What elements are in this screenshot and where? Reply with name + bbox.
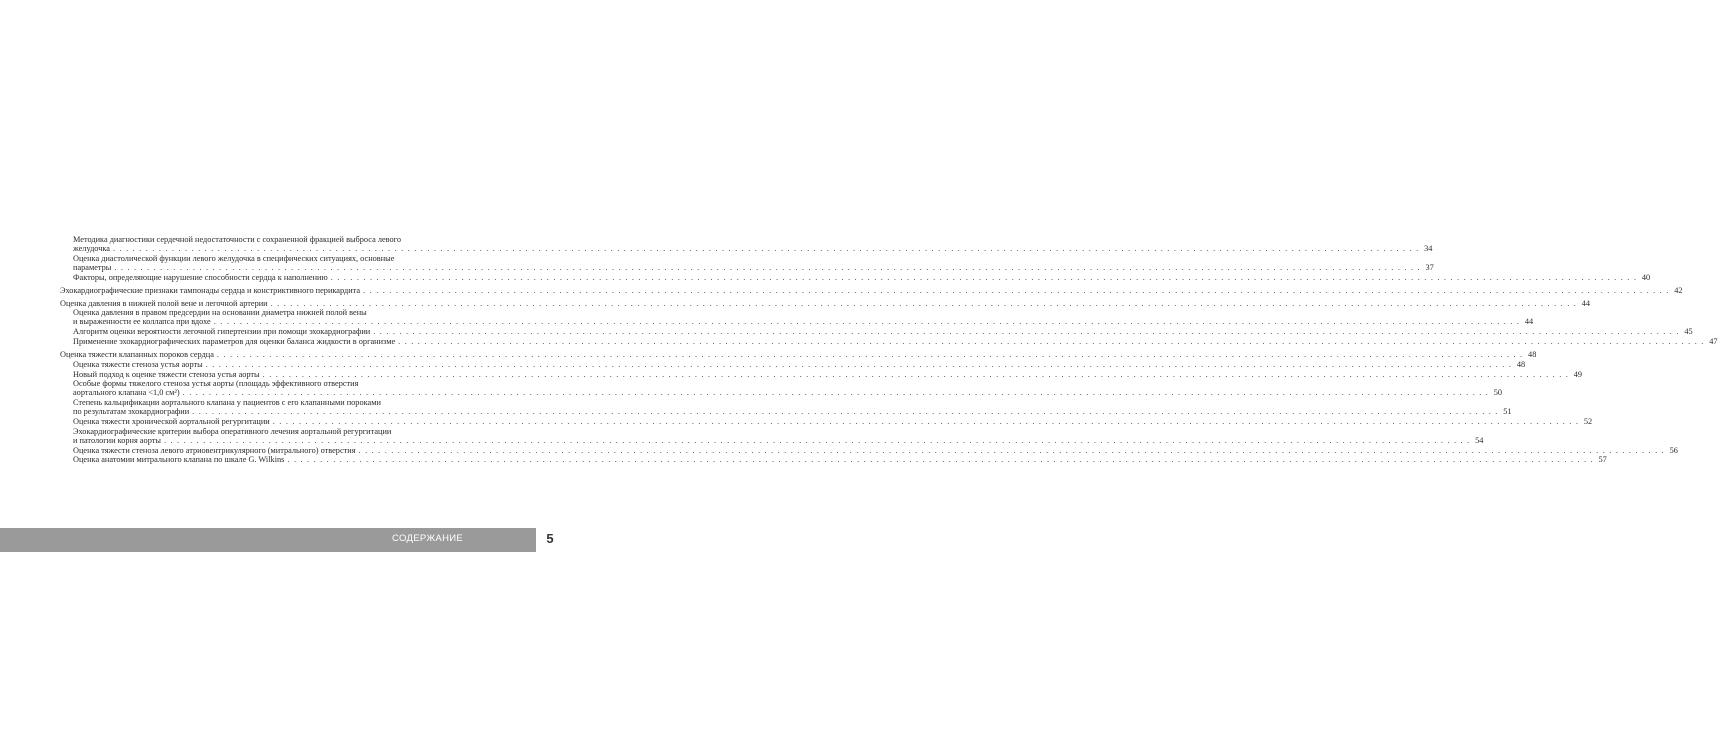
toc-entry-title-line: Методика диагностики сердечной недостаточности с сохраненной фракцией выброса левого [73,235,401,244]
toc-entry[interactable] [60,416,1593,426]
toc-page-number: 42 [1674,285,1683,295]
toc-page-number: 56 [1669,445,1678,455]
toc-entry-title-line: Особые формы тяжелого стеноза устья аорты (площадь эффективного отверстия [73,379,359,389]
toc-entry[interactable] [60,285,1683,295]
dot-leader: . . . . . . . . . . . . . . . . . . . . . . . . . . . . . . . . . . . . . . . . . . . . . . . . . . . . . . . . . . . . . . . . . . . . . . . . . . . . . . . . . . . . . . . . . . . . . . . . . . . . . . . . . . . . . . . . . . . . . . . . . . . . . . . . . . . . . . . . . . . . . . . . . . . . . . . . . . . . . . . . . . . . . . . . . . . . . . . . . . . . . . . . . . . . . . . . . . . . . . . . [205,359,1513,369]
toc-page-number: 44 [1581,298,1591,308]
toc-entry[interactable] [60,426,1484,445]
toc-page-number: 48 [1516,359,1526,369]
toc-entry-title-line: по результатам эхокардиографии [73,407,190,417]
toc-entry[interactable] [60,379,1503,398]
toc-page-number: 34 [1424,244,1433,253]
dot-leader: . . . . . . . . . . . . . . . . . . . . . . . . . . . . . . . . . . . . . . . . . . . . . . . . . . . . . . . . . . . . . . . . . . . . . . . . . . . . . . . . . . . . . . . . . . . . . . . . . . . . . . . . . . . . . . . . . . . . . . . . . . . . . . . . . . . . . . . . . . . . . . . . . . . . . . . . . . . . . . . . . . . . . . . . . . . . . . . . . . . . . . . . . . . . . . . . . . . . . . . . [272,416,1580,426]
table-of-contents [60,235,1718,465]
toc-entry[interactable] [60,359,1526,369]
dot-leader: . . . . . . . . . . . . . . . . . . . . . . . . . . . . . . . . . . . . . . . . . . . . . . . . . . . . . . . . . . . . . . . . . . . . . . . . . . . . . . . . . . . . . . . . . . . . . . . . . . . . . . . . . . . . . . . . . . . . . . . . . . . . . . . . . . . . . . . . . . . . . . . . . . . . . . . . . . . . . . . . . . . . . . . . . . . . . . . . . . . . . . . . . . . . . . . . . . . . . . . . [213,317,1521,327]
dot-leader: . . . . . . . . . . . . . . . . . . . . . . . . . . . . . . . . . . . . . . . . . . . . . . . . . . . . . . . . . . . . . . . . . . . . . . . . . . . . . . . . . . . . . . . . . . . . . . . . . . . . . . . . . . . . . . . . . . . . . . . . . . . . . . . . . . . . . . . . . . . . . . . . . . . . . . . . . . . . . . . . . . . . . . . . . . . . . . . . . . . . . . . . . . . . . . . . . . . . . . . . [216,349,1524,359]
toc-page-number: 48 [1528,349,1537,359]
toc-entry-title-line: Оценка тяжести стеноза левого атриовентрикулярного (митрального) отверстия [73,445,356,455]
toc-page-number: 50 [1493,388,1503,398]
dot-leader: . . . . . . . . . . . . . . . . . . . . . . . . . . . . . . . . . . . . . . . . . . . . . . . . . . . . . . . . . . . . . . . . . . . . . . . . . . . . . . . . . . . . . . . . . . . . . . . . . . . . . . . . . . . . . . . . . . . . . . . . . . . . . . . . . . . . . . . . . . . . . . . . . . . . . . . . . . . . . . . . . . . . . . . . . . . . . . . . . . . . . . . . . . . . . . . . . . . . . . . . [287,455,1594,465]
dot-leader: . . . . . . . . . . . . . . . . . . . . . . . . . . . . . . . . . . . . . . . . . . . . . . . . . . . . . . . . . . . . . . . . . . . . . . . . . . . . . . . . . . . . . . . . . . . . . . . . . . . . . . . . . . . . . . . . . . . . . . . . . . . . . . . . . . . . . . . . . . . . . . . . . . . . . . . . . . . . . . . . . . . . . . . . . . . . . . . . . . . . . . . . . . . . . . . . . . . . . . . . [373,327,1680,337]
dot-leader: . . . . . . . . . . . . . . . . . . . . . . . . . . . . . . . . . . . . . . . . . . . . . . . . . . . . . . . . . . . . . . . . . . . . . . . . . . . . . . . . . . . . . . . . . . . . . . . . . . . . . . . . . . . . . . . . . . . . . . . . . . . . . . . . . . . . . . . . . . . . . . . . . . . . . . . . . . . . . . . . . . . . . . . . . . . . . . . . . . . . . . . . . . . . . . . . . . . . . . . . [262,369,1570,379]
toc-entry[interactable] [60,445,1678,455]
toc-entry-title-line: параметры [73,262,112,272]
toc-page-number: 37 [1425,262,1434,272]
toc-page-number: 47 [1709,336,1718,346]
toc-entry-title-line: Оценка давления в нижней полой вене и легочной артерии [60,298,268,308]
dot-leader: . . . . . . . . . . . . . . . . . . . . . . . . . . . . . . . . . . . . . . . . . . . . . . . . . . . . . . . . . . . . . . . . . . . . . . . . . . . . . . . . . . . . . . . . . . . . . . . . . . . . . . . . . . . . . . . . . . . . . . . . . . . . . . . . . . . . . . . . . . . . . . . . . . . . . . . . . . . . . . . . . . . . . . . . . . . . . . . . . . . . . . . . . . . . . . . . . . . . . . . . [270,298,1578,308]
toc-page-number: 52 [1583,416,1593,426]
toc-entry[interactable] [60,308,1534,327]
toc-entry-title-line: Степень кальцификации аортального клапана у пациентов с его клапанными пороками [73,398,381,408]
toc-entry[interactable] [60,298,1591,308]
toc-page-number: 49 [1573,369,1583,379]
toc-entry-title-line: желудочка [73,244,110,253]
dot-leader: . . . . . . . . . . . . . . . . . . . . . . . . . . . . . . . . . . . . . . . . . . . . . . . . . . . . . . . . . . . . . . . . . . . . . . . . . . . . . . . . . . . . . . . . . . . . . . . . . . . . . . . . . . . . . . . . . . . . . . . . . . . . . . . . . . . . . . . . . . . . . . . . . . . . . . . . . . . . . . . . . . . . . . . . . . . . . . . . . . . . . . . . . . . . . . . . . . . . . . . . [330,272,1638,282]
toc-entry[interactable] [60,272,1651,282]
page-footer [0,528,600,552]
toc-entry-title-line: аортального клапана <1,0 см²) [73,388,180,398]
toc-entry[interactable] [60,327,1693,337]
toc-page-number: 40 [1641,272,1651,282]
toc-page-number: 44 [1524,317,1534,327]
toc-entry-title-line: Алгоритм оценки вероятности легочной гипертензии при помощи эхокардиографии [73,327,371,337]
toc-entry[interactable] [60,235,1433,253]
dot-leader: . . . . . . . . . . . . . . . . . . . . . . . . . . . . . . . . . . . . . . . . . . . . . . . . . . . . . . . . . . . . . . . . . . . . . . . . . . . . . . . . . . . . . . . . . . . . . . . . . . . . . . . . . . . . . . . . . . . . . . . . . . . . . . . . . . . . . . . . . . . . . . . . . . . . . . . . . . . . . . . . . . . . . . . . . . . . . . . . . . . . . . . . . . . . . . . . . . . . . . . . [192,407,1499,417]
toc-entry-title-line: и выраженности ее коллапса при вдохе [73,317,211,327]
toc-entry-title-line: Факторы, определяющие нарушение способности сердца к наполнению [73,272,328,282]
toc-entry-title-line: Применение эхокардиографических параметров для оценки баланса жидкости в организме [73,336,396,346]
toc-entry[interactable] [60,336,1718,346]
toc-entry-title-line: Оценка тяжести клапанных пороков сердца [60,349,214,359]
toc-entry-title-line: Новый подход к оценке тяжести стеноза устья аорты [73,369,260,379]
toc-entry-title-line: и патологии корня аорты [73,435,161,445]
dot-leader: . . . . . . . . . . . . . . . . . . . . . . . . . . . . . . . . . . . . . . . . . . . . . . . . . . . . . . . . . . . . . . . . . . . . . . . . . . . . . . . . . . . . . . . . . . . . . . . . . . . . . . . . . . . . . . . . . . . . . . . . . . . . . . . . . . . . . . . . . . . . . . . . . . . . . . . . . . . . . . . . . . . . . . . . . . . . . . . . . . . . . . . . . . . . . . . . . . . . . . . . [163,435,1471,445]
toc-entry[interactable] [60,455,1607,465]
dot-leader: . . . . . . . . . . . . . . . . . . . . . . . . . . . . . . . . . . . . . . . . . . . . . . . . . . . . . . . . . . . . . . . . . . . . . . . . . . . . . . . . . . . . . . . . . . . . . . . . . . . . . . . . . . . . . . . . . . . . . . . . . . . . . . . . . . . . . . . . . . . . . . . . . . . . . . . . . . . . . . . . . . . . . . . . . . . . . . . . . . . . . . . . . . . . . . . . . . . . . . . . [182,388,1490,398]
toc-entry[interactable] [60,253,1434,272]
toc-entry[interactable] [60,349,1537,359]
dot-leader: . . . . . . . . . . . . . . . . . . . . . . . . . . . . . . . . . . . . . . . . . . . . . . . . . . . . . . . . . . . . . . . . . . . . . . . . . . . . . . . . . . . . . . . . . . . . . . . . . . . . . . . . . . . . . . . . . . . . . . . . . . . . . . . . . . . . . . . . . . . . . . . . . . . . . . . . . . . . . . . . . . . . . . . . . . . . . . . . . . . . . . . . . . . . . . . . . . . . . . . . [113,244,1420,253]
toc-entry-title-line: Оценка тяжести хронической аортальной регургитации [73,416,270,426]
toc-entry-title-line: Оценка диастолической функции левого желудочка в специфических ситуациях, основные [73,253,395,263]
page-number: 5 [546,531,554,546]
toc-entry-title-line: Оценка тяжести стеноза устья аорты [73,359,203,369]
dot-leader: . . . . . . . . . . . . . . . . . . . . . . . . . . . . . . . . . . . . . . . . . . . . . . . . . . . . . . . . . . . . . . . . . . . . . . . . . . . . . . . . . . . . . . . . . . . . . . . . . . . . . . . . . . . . . . . . . . . . . . . . . . . . . . . . . . . . . . . . . . . . . . . . . . . . . . . . . . . . . . . . . . . . . . . . . . . . . . . . . . . . . . . . . . . . . . . . . . . . . . . . [363,285,1670,295]
section-label: СОДЕРЖАНИЕ [392,533,463,544]
toc-entry-title-line: Оценка давления в правом предсердии на основании диаметра нижней полой вены [73,308,367,318]
toc-page-number: 57 [1598,455,1607,465]
toc-entry[interactable] [60,369,1583,379]
toc-page-number: 45 [1684,327,1693,337]
footer-band [0,528,536,552]
toc-page-number: 54 [1475,435,1484,445]
dot-leader: . . . . . . . . . . . . . . . . . . . . . . . . . . . . . . . . . . . . . . . . . . . . . . . . . . . . . . . . . . . . . . . . . . . . . . . . . . . . . . . . . . . . . . . . . . . . . . . . . . . . . . . . . . . . . . . . . . . . . . . . . . . . . . . . . . . . . . . . . . . . . . . . . . . . . . . . . . . . . . . . . . . . . . . . . . . . . . . . . . . . . . . . . . . . . . . . . . . . . . . . [114,262,1421,272]
toc-entry-title-line: Оценка анатомии митрального клапана по шкале G. Wilkins [73,455,285,465]
toc-entry[interactable] [60,398,1512,417]
dot-leader: . . . . . . . . . . . . . . . . . . . . . . . . . . . . . . . . . . . . . . . . . . . . . . . . . . . . . . . . . . . . . . . . . . . . . . . . . . . . . . . . . . . . . . . . . . . . . . . . . . . . . . . . . . . . . . . . . . . . . . . . . . . . . . . . . . . . . . . . . . . . . . . . . . . . . . . . . . . . . . . . . . . . . . . . . . . . . . . . . . . . . . . . . . . . . . . . . . . . . . . . [358,445,1665,455]
toc-entry-title-line: Эхокардиографические признаки тампонады сердца и констриктивного перикардита [60,285,361,295]
dot-leader: . . . . . . . . . . . . . . . . . . . . . . . . . . . . . . . . . . . . . . . . . . . . . . . . . . . . . . . . . . . . . . . . . . . . . . . . . . . . . . . . . . . . . . . . . . . . . . . . . . . . . . . . . . . . . . . . . . . . . . . . . . . . . . . . . . . . . . . . . . . . . . . . . . . . . . . . . . . . . . . . . . . . . . . . . . . . . . . . . . . . . . . . . . . . . . . . . . . . . . . . [398,336,1705,346]
toc-entry-title-line: Эхокардиографические критерии выбора оперативного лечения аортальной регургитации [73,426,392,436]
toc-page-number: 51 [1503,407,1512,417]
